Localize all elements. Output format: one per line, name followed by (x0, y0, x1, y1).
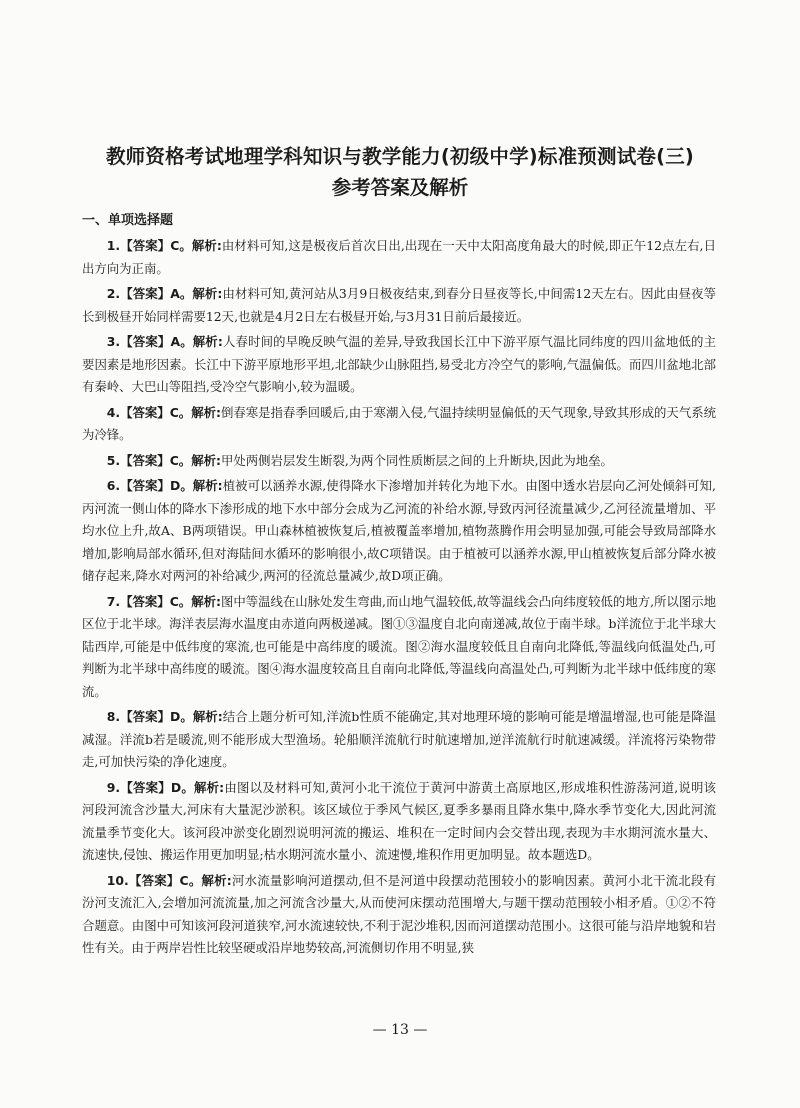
answer-item (82, 475, 716, 588)
section-heading: 一、单项选择题 (82, 213, 174, 228)
explanation-text: 甲处两侧岩层发生断裂,为两个同性质断层之间的上升断块,因此为地垒。 (220, 452, 613, 468)
answer-item (82, 777, 716, 867)
explanation-label: 解析: (192, 478, 223, 493)
answer-choice: D。 (170, 779, 194, 795)
explanation-label: 解析: (191, 404, 221, 420)
answer-choice: D。 (169, 478, 193, 493)
answer-item (82, 450, 716, 473)
answer-item (82, 870, 716, 960)
explanation-text: 人春时间的早晚反映气温的差异,导致我国长江中下游平原气温比同纬度的四川盆地低的主要因素是地形因素。长江中下游平原地形平坦,北部缺少山脉阻挡,易受北方冷空气的影响,气温偏低。而四川盆地北部有秦岭、大巴山等阻挡,受冷空气影响小,较为温暖。 (82, 334, 716, 394)
explanation-label: 解析: (191, 238, 222, 253)
explanation-label: 解析: (192, 286, 223, 301)
answer-item (82, 283, 716, 328)
answer-item (82, 235, 716, 280)
answer-item (82, 706, 716, 774)
explanation-text: 由材料可知,这是极夜后首次日出,出现在一天中太阳高度角最大的时候,即正午12点左右,日出方向为正南。 (82, 238, 716, 276)
question-number: 3. (106, 334, 121, 349)
explanation-label: 解析: (192, 709, 223, 724)
answer-label: 【答案】 (120, 238, 171, 253)
answer-choice: D。 (170, 709, 193, 724)
answer-choice: C。 (169, 404, 192, 420)
answer-choice: A。 (170, 286, 193, 301)
answer-item (82, 591, 716, 704)
answer-label: 【答案】 (120, 334, 171, 349)
answer-label: 【答案】 (120, 709, 171, 724)
answer-choice: C。 (169, 593, 192, 609)
explanation-text: 图中等温线在山脉处发生弯曲,而山地气温较低,故等温线会凸向纬度较低的地方,所以图示地区位于北半球。海洋表层海水温度由赤道向两极递减。图①③温度自北向南递减,故位于南半球。b洋流位于北半球大陆西岸,可能是中低纬度的寒流,也可能是中高纬度的暖流。图②海水温度较低且自南向北降低,等温线向低温处凸,可判断为北半球中高纬度的暖流。图④海水温度较高且自南向北降低,等温线向高温处凸,可判断为北半球中低纬度的寒流。 (82, 593, 716, 699)
explanation-text: 河水流量影响河道摆动,但不是河道中段摆动范围较小的影响因素。黄河小北干流北段有汾河支流汇入,会增加河流流量,加之河流含沙量大,从而使河床摆动范围增大,与题干摆动范围较小相矛盾。①②不符合题意。由图中可知该河段河道狭窄,河水流速较快,不利于泥沙堆积,因而河道摆动范围小。这很可能与沿岸地貌和岩性有关。由于两岸岩性比较坚硬或沿岸地势较高,河流侧切作用不明显,狭 (82, 872, 717, 955)
answer-label: 【答案】 (128, 872, 180, 888)
question-number: 7. (106, 593, 121, 609)
question-number: 4. (106, 404, 121, 420)
document-title: 教师资格考试地理学科知识与教学能力(初级中学)标准预测试卷(三) (105, 145, 695, 168)
answer-choice: C。 (169, 452, 192, 468)
question-number: 8. (106, 709, 121, 724)
question-number: 6. (106, 478, 121, 493)
answer-label: 【答案】 (120, 286, 171, 301)
answer-label: 【答案】 (120, 593, 170, 609)
explanation-text: 由图以及材料可知,黄河小北干流位于黄河中游黄土高原地区,形成堆积性游荡河道,说明该河段河流含沙量大,河床有大量泥沙淤积。该区域位于季风气候区,夏季多暴雨且降水集中,降水季节变化大,因此河流流量季节变化大。该河段冲淤变化剧烈说明河流的搬运、堆积在一定时间内会交替出现,表现为丰水期河流水量大、流速快,侵蚀、搬运作用更加明显;枯水期河流水量小、流速慢,堆积作用更加明显。故本题选D。 (82, 779, 716, 862)
explanation-label: 解析: (192, 334, 223, 349)
explanation-text: 倒春寒是指春季回暖后,由于寒潮入侵,气温持续明显偏低的天气现象,导致其形成的天气系统为冷锋。 (82, 404, 716, 442)
explanation-text: 结合上题分析可知,洋流b性质不能确定,其对地理环境的影响可能是增温增湿,也可能是降温减湿。洋流b若是暖流,则不能形成大型渔场。轮船顺洋流航行时航速增加,逆洋流航行时航速减缓。洋流将污染物带走,可加快污染的净化速度。 (82, 709, 716, 769)
answer-label: 【答案】 (120, 452, 170, 468)
answer-label: 【答案】 (120, 478, 170, 493)
explanation-label: 解析: (201, 872, 232, 888)
question-number: 10. (106, 872, 129, 888)
title-block (60, 143, 740, 202)
answer-choice: C。 (170, 238, 192, 253)
explanation-label: 解析: (191, 452, 221, 468)
explanation-label: 解析: (193, 779, 225, 795)
answer-content (82, 210, 716, 963)
answer-label: 【答案】 (120, 779, 171, 795)
answer-choice: A。 (170, 334, 193, 349)
answer-label: 【答案】 (120, 404, 170, 420)
question-number: 2. (106, 286, 121, 301)
question-number: 1. (106, 238, 121, 253)
answer-item (82, 402, 716, 447)
explanation-label: 解析: (191, 593, 221, 609)
explanation-text: 植被可以涵养水源,使得降水下渗增加并转化为地下水。由图中透水岩层向乙河处倾斜可知,丙河流一侧山体的降水下渗形成的地下水中部分会成为乙河流的补给水源,导致丙河径流量减少,乙河径流量增加、平均水位上升,故A、B两项错误。甲山森林植被恢复后,植被覆盖率增加,植物蒸腾作用会明显加强,可能会导致局部降水增加,影响局部水循环,但对海陆间水循环的影响很小,故C项错误。由于植被可以涵养水源,甲山植被恢复后部分降水被储存起来,降水对两河的补给减少,两河的径流总量减少,故D项正确。 (82, 478, 716, 583)
question-number: 9. (106, 779, 121, 795)
answer-item (82, 331, 716, 399)
answer-choice: C。 (179, 872, 202, 888)
document-subtitle: 参考答案及解析 (331, 176, 469, 199)
question-number: 5. (106, 452, 121, 468)
page-number: — 13 — (372, 1022, 428, 1038)
explanation-text: 由材料可知,黄河站从3月9日极夜结束,到春分日昼夜等长,中间需12天左右。因此由昼夜等长到极昼开始同样需要12天,也就是4月2日左右极昼开始,与3月31日前后最接近。 (82, 286, 717, 324)
